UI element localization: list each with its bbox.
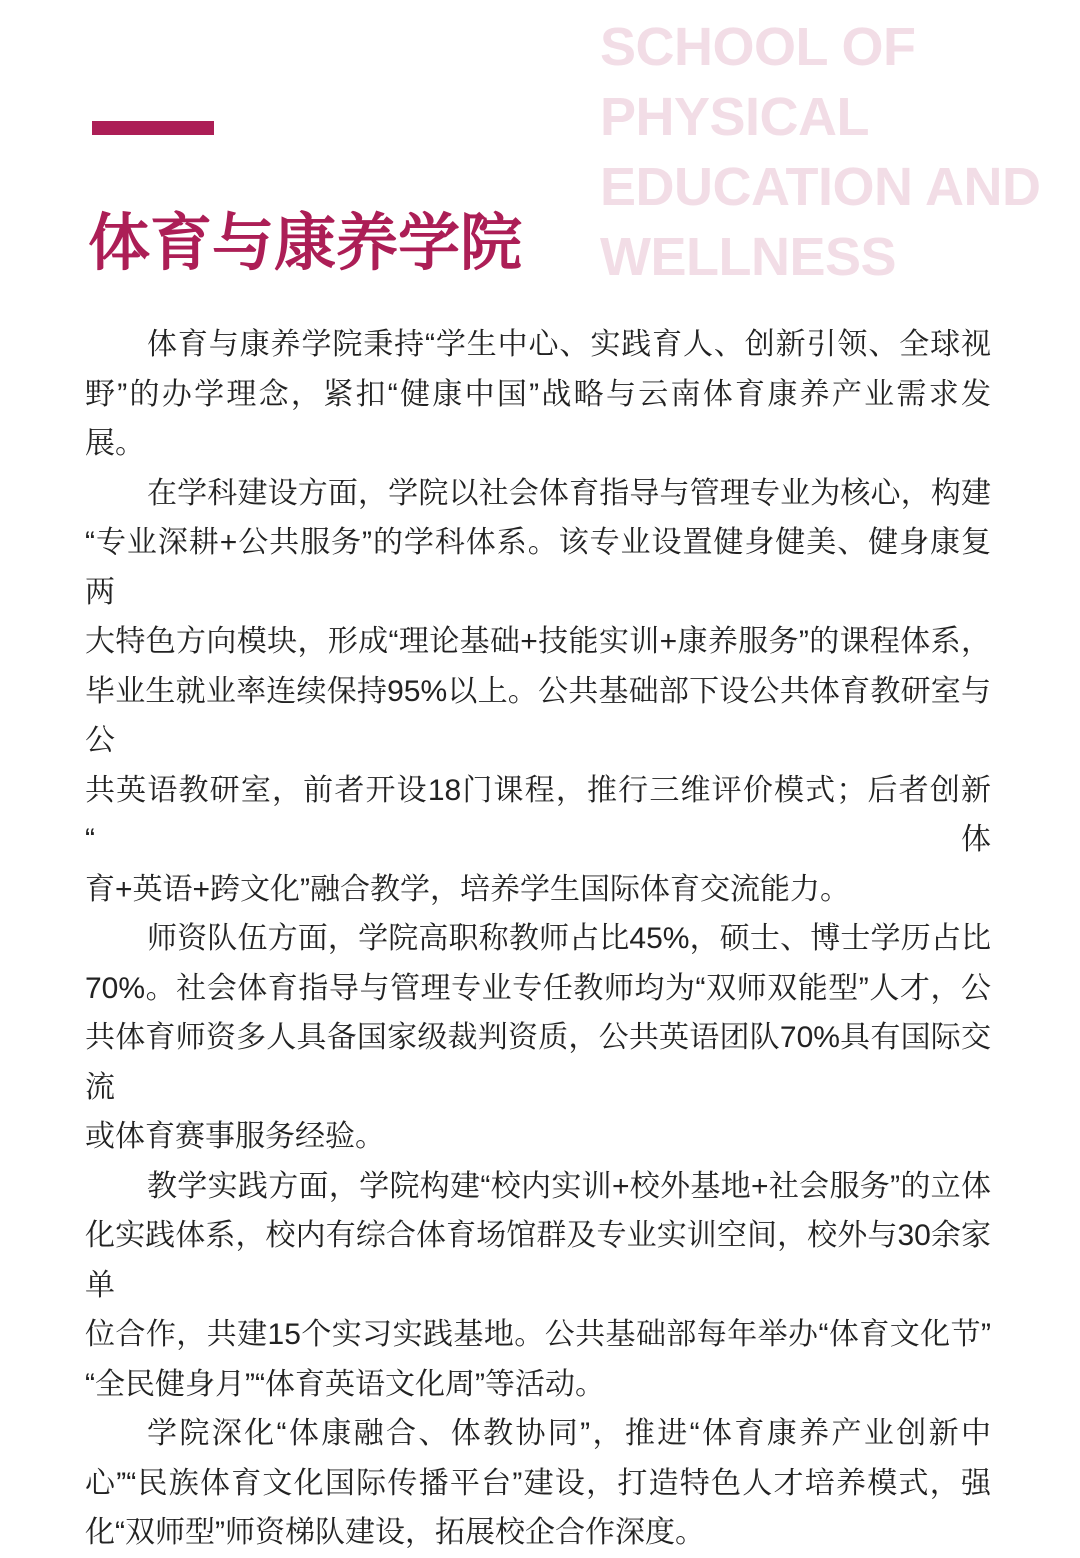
text-line: 毕业生就业率连续保持95%以上。公共基础部下设公共体育教研室与公 <box>85 674 991 757</box>
page-title-chinese: 体育与康养学院 <box>88 209 523 278</box>
text-line: 体育与康养学院秉持“学生中心、实践育人、创新引领、全球视 <box>147 328 991 361</box>
paragraph <box>85 1409 991 1558</box>
text-line: 心”“民族体育文化国际传播平台”建设，打造特色人才培养模式，强 <box>85 1466 991 1500</box>
text-line: 70%。社会体育指导与管理专业专任教师均为“双师双能型”人才，公 <box>85 971 991 1005</box>
text-line: 展。 <box>85 427 145 460</box>
page-title-english <box>600 12 1040 292</box>
accent-bar <box>92 121 214 135</box>
text-line: 共英语教研室，前者开设18门课程，推行三维评价模式；后者创新“体 <box>85 773 991 856</box>
article-body <box>85 320 991 1558</box>
text-line: 共体育师资多人具备国家级裁判资质，公共英语团队70%具有国际交流 <box>85 1021 991 1104</box>
paragraph <box>85 914 991 1162</box>
english-title-line: SCHOOL OF <box>600 17 916 77</box>
paragraph <box>85 1162 991 1410</box>
english-title-line: WELLNESS <box>600 227 897 287</box>
text-line: 化“双师型”师资梯队建设，拓展校企合作深度。 <box>85 1516 705 1549</box>
text-line: 或体育赛事服务经验。 <box>85 1120 385 1153</box>
english-title-line: PHYSICAL <box>600 87 870 147</box>
text-line: 位合作，共建15个实习实践基地。公共基础部每年举办“体育文化节” <box>85 1318 991 1351</box>
text-line: 学院深化“体康融合、体教协同”，推进“体育康养产业创新中 <box>147 1417 991 1450</box>
text-line: 师资队伍方面，学院高职称教师占比45%，硕士、博士学历占比 <box>147 922 991 955</box>
text-line: “专业深耕+公共服务”的学科体系。该专业设置健身健美、健身康复两 <box>85 526 991 609</box>
text-line: 在学科建设方面，学院以社会体育指导与管理专业为核心，构建 <box>147 476 991 510</box>
text-line: 教学实践方面，学院构建“校内实训+校外基地+社会服务”的立体 <box>147 1169 991 1203</box>
text-line: 野”的办学理念，紧扣“健康中国”战略与云南体育康养产业需求发 <box>85 377 991 411</box>
text-line: 化实践体系，校内有综合体育场馆群及专业实训空间，校外与30余家单 <box>85 1219 991 1302</box>
english-title-line: EDUCATION AND <box>600 157 1041 217</box>
text-line: “全民健身月”“体育英语文化周”等活动。 <box>85 1367 605 1401</box>
paragraph <box>85 469 991 915</box>
text-line: 育+英语+跨文化”融合教学，培养学生国际体育交流能力。 <box>85 872 851 906</box>
text-line: 大特色方向模块，形成“理论基础+技能实训+康养服务”的课程体系， <box>85 625 991 658</box>
paragraph <box>85 320 991 469</box>
